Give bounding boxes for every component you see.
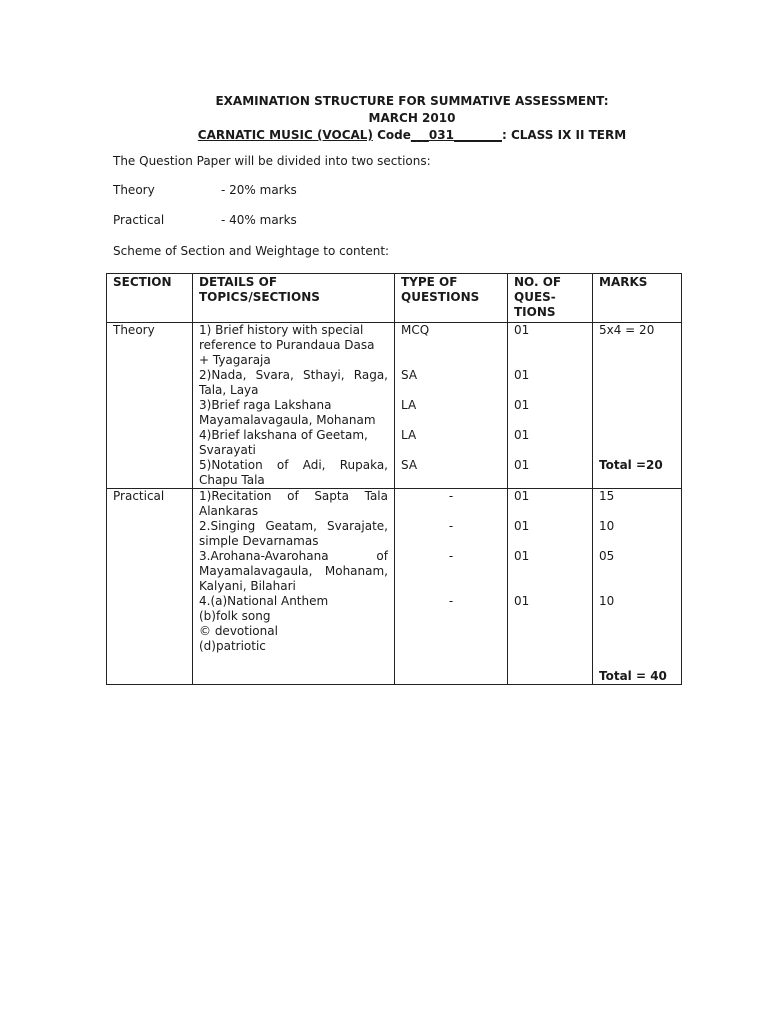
practical-topic-1-line1 (199, 489, 388, 504)
header-details: DETAILS OF TOPICS/SECTIONS (193, 274, 395, 323)
practical-topic-3 (199, 549, 388, 594)
theory-topic-2: 2)Nada, Svara, Sthayi, Raga, Tala, Laya (199, 368, 388, 397)
practical-topic-2 (199, 519, 388, 549)
practical-topic-2-line1 (199, 519, 388, 534)
table-header-row (107, 274, 682, 323)
theory-type-2: SA (401, 368, 418, 382)
document-header (0, 93, 768, 144)
practical-number-cell (508, 489, 593, 685)
word: of (287, 489, 299, 503)
theory-topic-4: 4)Brief lakshana of Geetam, Svarayati (199, 428, 368, 457)
theory-details-cell (193, 323, 395, 489)
practical-topic-4-line1: 4.(a)National Anthem (199, 594, 329, 608)
theory-type-cell (395, 323, 508, 489)
practical-marks-1: 15 (599, 489, 615, 503)
practical-type-cell (395, 489, 508, 685)
practical-type-2: - (448, 519, 454, 533)
header-section: SECTION (107, 274, 193, 323)
table-row-practical (107, 489, 682, 685)
word: Geatam, (265, 519, 317, 533)
practical-topic-1 (199, 489, 388, 519)
practical-topic-2-line2: simple Devarnamas (199, 534, 319, 548)
practical-topic-3-line2 (199, 564, 388, 579)
word: Sapta (314, 489, 349, 503)
practical-topic-1-line2: Alankaras (199, 504, 259, 518)
intro-text: The Question Paper will be divided into two sections: (113, 154, 431, 168)
scheme-table (106, 273, 682, 685)
table-row-theory (107, 323, 682, 489)
practical-topic-4-line2: (b)folk song (199, 609, 271, 623)
practical-label: Practical (113, 213, 165, 227)
practical-total: Total = 40 (599, 669, 667, 683)
class-term: : CLASS IX II TERM (501, 128, 627, 142)
code-label: Code (377, 128, 411, 142)
practical-type-3: - (448, 549, 454, 563)
theory-type-4: LA (401, 428, 417, 442)
header-title: EXAMINATION STRUCTURE FOR SUMMATIVE ASSESSMENT: (215, 94, 609, 108)
code-blank-post: ________ (453, 128, 502, 142)
practical-marks-4: 10 (599, 594, 615, 608)
practical-number-4: 01 (514, 594, 530, 608)
practical-section-cell: Practical (107, 489, 193, 685)
header-number-line2: QUES- (514, 290, 556, 304)
theory-topic-3: 3)Brief raga Lakshana Mayamalavagaula, Mohanam (199, 398, 376, 427)
practical-topic-4 (199, 594, 388, 654)
word: of (376, 549, 388, 563)
theory-section-cell: Theory (107, 323, 193, 489)
theory-label: Theory (113, 183, 155, 197)
theory-number-1: 01 (514, 323, 530, 337)
subject-name: CARNATIC MUSIC (VOCAL) (197, 128, 373, 142)
theory-type-1: MCQ (401, 323, 430, 337)
theory-topic-1: 1) Brief history with special reference to Purandaua Dasa + Tyagaraja (199, 323, 375, 367)
word: Mohanam, (324, 564, 388, 578)
header-number-line1: NO. OF (514, 275, 562, 289)
practical-marks-cell (593, 489, 682, 685)
header-date: MARCH 2010 (368, 111, 456, 125)
practical-weight: - 40% marks (221, 213, 297, 227)
practical-topic-4-line3: © devotional (199, 624, 278, 638)
word: 3.Arohana-Avarohana (199, 549, 329, 563)
scheme-heading: Scheme of Section and Weightage to content: (113, 244, 390, 258)
header-subject-line (56, 127, 768, 144)
practical-topic-3-line1 (199, 549, 388, 564)
header-type-line1: TYPE OF (401, 275, 458, 289)
theory-number-3: 01 (514, 398, 530, 412)
practical-topic-4-line4: (d)patriotic (199, 639, 266, 653)
header-type-line2: QUESTIONS (401, 290, 480, 304)
theory-number-4: 01 (514, 428, 530, 442)
practical-number-3: 01 (514, 549, 530, 563)
theory-marks-1: 5x4 = 20 (599, 323, 655, 337)
word: Tala (364, 489, 388, 503)
word: 1)Recitation (199, 489, 272, 503)
word: 2.Singing (199, 519, 256, 533)
code-blank-pre: ___ (410, 128, 429, 142)
theory-type-3: LA (401, 398, 417, 412)
theory-type-5: SA (401, 458, 418, 472)
theory-number-cell (508, 323, 593, 489)
practical-details-cell (193, 489, 395, 685)
practical-marks-2: 10 (599, 519, 615, 533)
theory-topic-5: 5)Notation of Adi, Rupaka, Chapu Tala (199, 458, 388, 487)
practical-number-2: 01 (514, 519, 530, 533)
theory-marks-cell (593, 323, 682, 489)
practical-number-1: 01 (514, 489, 530, 503)
word: Svarajate, (327, 519, 388, 533)
header-number (508, 274, 593, 323)
practical-type-4: - (448, 594, 454, 608)
header-number-line3: TIONS (514, 305, 556, 319)
theory-number-5: 01 (514, 458, 530, 472)
code-value: 031 (428, 128, 454, 142)
header-type (395, 274, 508, 323)
practical-type-1: - (448, 489, 454, 503)
word: Mayamalavagaula, (199, 564, 313, 578)
practical-topic-3-line3: Kalyani, Bilahari (199, 579, 296, 593)
theory-number-2: 01 (514, 368, 530, 382)
header-marks: MARKS (593, 274, 682, 323)
theory-total: Total =20 (599, 458, 663, 472)
theory-weight: - 20% marks (221, 183, 297, 197)
practical-marks-3: 05 (599, 549, 615, 563)
